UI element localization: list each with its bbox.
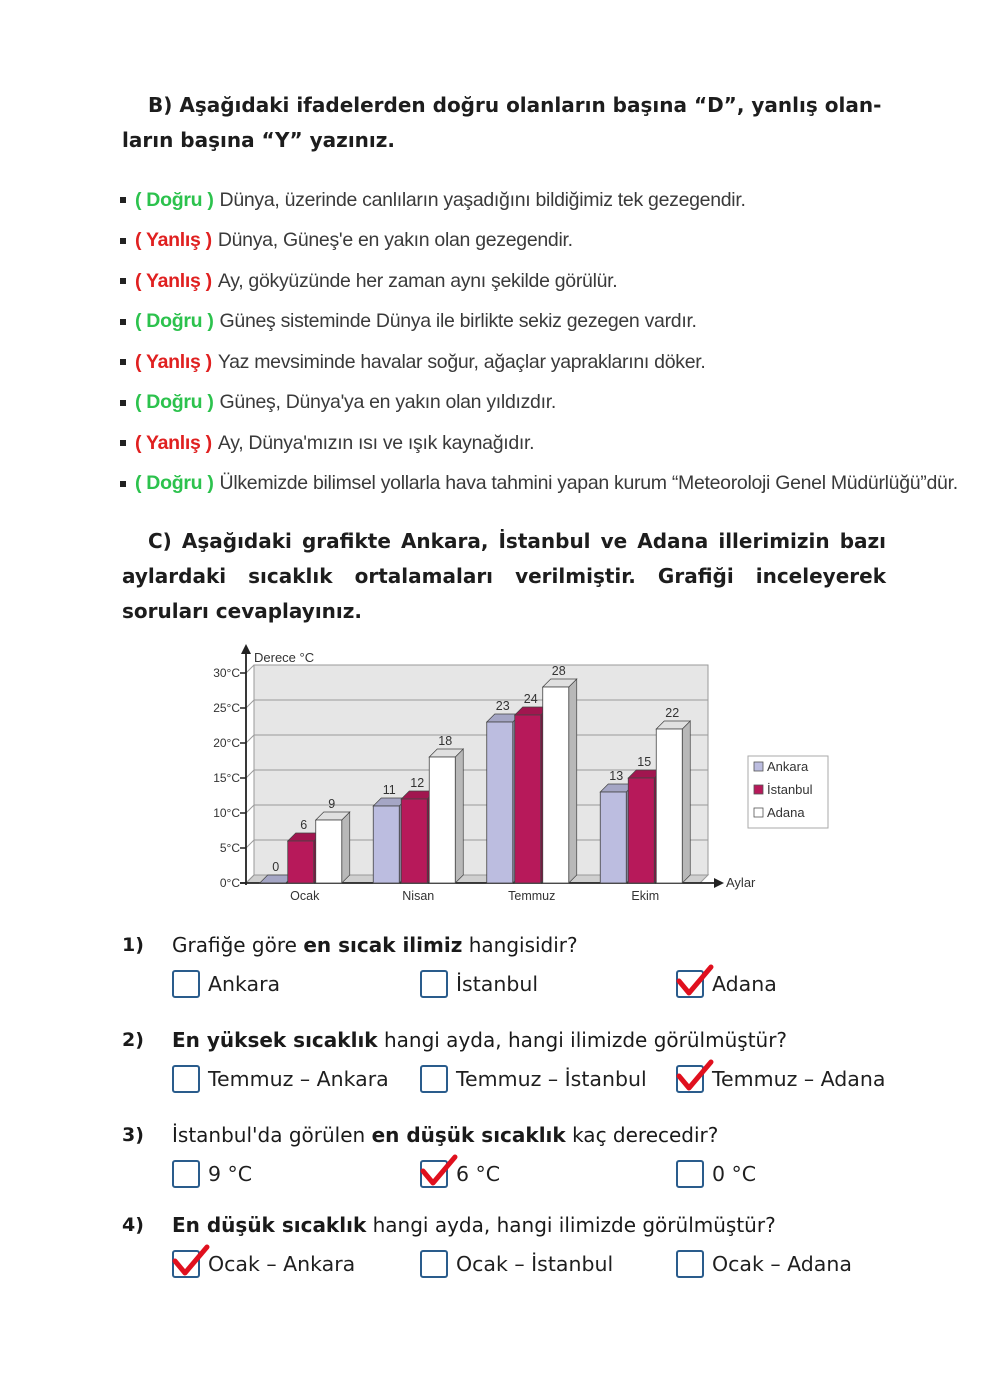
- answer-option[interactable]: [420, 1250, 613, 1278]
- bullet-icon: [120, 400, 126, 406]
- answer-option[interactable]: [420, 1065, 647, 1093]
- legend-swatch: [754, 785, 763, 794]
- bar-2-1: [515, 715, 541, 883]
- answer-tag: ( Doğru ): [135, 472, 214, 495]
- y-tick-label: 0°C: [219, 876, 240, 890]
- bar-0-1: [288, 841, 314, 883]
- question-number: 1): [122, 934, 144, 956]
- statement-text: Dünya, üzerinde canlıların yaşadığını bildiğimiz tek gezegendir.: [219, 188, 746, 211]
- gridline-side: [246, 700, 254, 708]
- answer-tag: ( Yanlış ): [135, 269, 212, 292]
- x-tick-label: Ekim: [631, 889, 660, 903]
- x-tick-label: Temmuz: [508, 889, 556, 903]
- temperature-bar-chart: [200, 640, 840, 910]
- question-text-bold: En yüksek sıcaklık: [172, 1028, 378, 1052]
- option-label: Temmuz – İstanbul: [456, 1067, 647, 1091]
- checkbox[interactable]: [420, 1250, 448, 1278]
- bar-1-1: [401, 799, 427, 883]
- option-label: Temmuz – Ankara: [208, 1067, 389, 1091]
- answer-option[interactable]: [172, 1250, 355, 1278]
- data-label: 18: [438, 734, 453, 748]
- question-text: [172, 1213, 776, 1237]
- statement-text: Ay, gökyüzünde her zaman aynı şekilde görülür.: [217, 269, 618, 292]
- answer-option[interactable]: [172, 970, 280, 998]
- bar-0-0: [260, 883, 286, 884]
- bullet-icon: [120, 440, 126, 446]
- question-1: [122, 928, 777, 1008]
- bar-side: [569, 679, 577, 883]
- bar-side: [342, 812, 350, 883]
- statement-item: [120, 383, 958, 424]
- bar-0-2: [316, 820, 342, 883]
- checkbox[interactable]: [172, 1065, 200, 1093]
- answer-option[interactable]: [172, 1065, 389, 1093]
- question-text-post: kaç derecedir?: [565, 1123, 719, 1147]
- answer-options: [122, 1152, 757, 1198]
- bar-3-1: [628, 778, 654, 883]
- bullet-icon: [120, 359, 126, 365]
- statement-text: Güneş, Dünya'ya en yakın olan yıldızdır.: [219, 391, 556, 414]
- y-tick-label: 5°C: [219, 841, 240, 855]
- section-b-heading-line1: B) Aşağıdaki ifadelerden doğru olanların başına “D”, yanlış olan-: [148, 93, 882, 117]
- answer-option[interactable]: [420, 1160, 500, 1188]
- legend-label: Adana: [767, 805, 805, 820]
- checkbox[interactable]: [172, 1160, 200, 1188]
- bar-2-2: [543, 687, 569, 883]
- statement-item: [120, 261, 958, 302]
- checkbox[interactable]: [420, 1160, 448, 1188]
- option-label: Ocak – Adana: [712, 1252, 852, 1276]
- answer-option[interactable]: [676, 970, 777, 998]
- question-text-pre: Grafiğe göre: [172, 933, 304, 957]
- answer-option[interactable]: [676, 1160, 756, 1188]
- check-mark-icon: [419, 1151, 459, 1191]
- statement-text: Ay, Dünya'mızın ısı ve ışık kaynağıdır.: [217, 431, 535, 454]
- y-tick-label: 25°C: [213, 701, 240, 715]
- statement-list: [120, 180, 958, 504]
- statement-text: Dünya, Güneş'e en yakın olan gezegendir.: [217, 229, 573, 252]
- option-label: Temmuz – Adana: [712, 1067, 886, 1091]
- check-mark-icon: [171, 1241, 211, 1281]
- answer-tag: ( Doğru ): [135, 391, 214, 414]
- y-axis-arrow-icon: [241, 644, 251, 654]
- data-label: 0: [272, 860, 280, 874]
- answer-tag: ( Yanlış ): [135, 431, 212, 454]
- legend-label: Ankara: [767, 759, 809, 774]
- answer-options: [122, 1242, 852, 1288]
- answer-option[interactable]: [420, 970, 538, 998]
- question-text: [172, 1028, 787, 1052]
- question-3: [122, 1118, 757, 1198]
- data-label: 13: [609, 769, 624, 783]
- answer-option[interactable]: [676, 1250, 852, 1278]
- question-text-pre: İstanbul'da görülen: [172, 1123, 372, 1147]
- data-label: 22: [665, 706, 680, 720]
- statement-item: [120, 342, 958, 383]
- gridline-side: [246, 840, 254, 848]
- y-tick-label: 10°C: [213, 806, 240, 820]
- data-label: 15: [637, 755, 652, 769]
- answer-option[interactable]: [676, 1065, 885, 1093]
- answer-option[interactable]: [172, 1160, 252, 1188]
- bar-3-2: [656, 729, 682, 883]
- question-text-bold: en düşük sıcaklık: [371, 1123, 566, 1147]
- bullet-icon: [120, 197, 126, 203]
- checkbox[interactable]: [172, 970, 200, 998]
- check-mark-icon: [675, 961, 715, 1001]
- answer-tag: ( Yanlış ): [135, 229, 212, 252]
- answer-tag: ( Yanlış ): [135, 350, 212, 373]
- legend-label: İstanbul: [767, 782, 813, 797]
- y-axis-label: Derece °C: [254, 650, 315, 665]
- x-tick-label: Ocak: [290, 889, 320, 903]
- option-label: Ocak – İstanbul: [456, 1252, 614, 1276]
- question-line: [122, 928, 578, 962]
- statement-item: [120, 302, 958, 343]
- question-text: [172, 1123, 718, 1147]
- gridline-side: [246, 665, 254, 673]
- question-line: [122, 1208, 776, 1242]
- answer-tag: ( Doğru ): [135, 188, 214, 211]
- answer-options: [122, 962, 777, 1008]
- statement-text: Yaz mevsiminde havalar soğur, ağaçlar yapraklarını döker.: [217, 350, 706, 373]
- checkbox[interactable]: [676, 1065, 704, 1093]
- gridline-side: [246, 805, 254, 813]
- checkbox[interactable]: [420, 970, 448, 998]
- data-label: 28: [551, 664, 566, 678]
- bar-1-2: [429, 757, 455, 883]
- y-tick-label: 15°C: [213, 771, 240, 785]
- statement-text: Ülkemizde bilimsel yollarla hava tahmini yapan kurum “Meteoroloji Genel Müdürlüğü”dür.: [219, 472, 958, 495]
- data-label: 6: [300, 818, 308, 832]
- section-b-heading-line2: ların başına “Y” yazınız.: [122, 128, 396, 152]
- bar-side: [455, 749, 463, 883]
- y-tick-label: 30°C: [213, 666, 240, 680]
- question-2: [122, 1023, 886, 1103]
- question-line: [122, 1023, 787, 1057]
- option-label: 6 °C: [456, 1162, 501, 1186]
- question-line: [122, 1118, 718, 1152]
- checkbox[interactable]: [172, 1250, 200, 1278]
- bullet-icon: [120, 319, 126, 325]
- data-label: 23: [495, 699, 510, 713]
- data-label: 12: [410, 776, 425, 790]
- bar-3-0: [600, 792, 626, 883]
- section-c-heading: C) Aşağıdaki grafikte Ankara, İstanbul ve Adana illerimizin bazı aylardaki sıcaklık ortalamaları verilmiştir. Grafiği inceleyerek soruları cevaplayınız.: [122, 529, 886, 623]
- option-label: 9 °C: [208, 1162, 253, 1186]
- question-text: [172, 933, 578, 957]
- option-label: Adana: [712, 972, 777, 996]
- question-text-post: hangi ayda, hangi ilimizde görülmüştür?: [377, 1028, 788, 1052]
- x-axis-label: Aylar: [726, 875, 756, 890]
- question-4: [122, 1208, 852, 1288]
- question-text-post: hangi ayda, hangi ilimizde görülmüştür?: [366, 1213, 776, 1237]
- bullet-icon: [120, 238, 126, 244]
- x-tick-label: Nisan: [402, 889, 435, 903]
- gridline-side: [246, 735, 254, 743]
- statement-item: [120, 423, 958, 464]
- question-text-bold: en sıcak ilimiz: [303, 933, 463, 957]
- legend-swatch: [754, 762, 763, 771]
- bullet-icon: [120, 278, 126, 284]
- bar-side: [682, 721, 690, 883]
- question-number: 2): [122, 1029, 144, 1051]
- statement-item: [120, 221, 958, 262]
- question-text-post: hangisidir?: [462, 933, 578, 957]
- bullet-icon: [120, 481, 126, 487]
- question-text-bold: En düşük sıcaklık: [172, 1213, 367, 1237]
- checkbox[interactable]: [676, 1250, 704, 1278]
- gridline-side: [246, 770, 254, 778]
- option-label: Ankara: [208, 972, 281, 996]
- statement-item: [120, 464, 958, 505]
- question-number: 4): [122, 1214, 144, 1236]
- question-number: 3): [122, 1124, 144, 1146]
- checkbox[interactable]: [420, 1065, 448, 1093]
- option-label: Ocak – Ankara: [208, 1252, 356, 1276]
- option-label: 0 °C: [712, 1162, 757, 1186]
- checkbox[interactable]: [676, 1160, 704, 1188]
- legend-swatch: [754, 808, 763, 817]
- data-label: 9: [328, 797, 336, 811]
- answer-tag: ( Doğru ): [135, 310, 214, 333]
- bar-2-0: [487, 722, 513, 883]
- x-axis-arrow-icon: [714, 878, 724, 888]
- statement-item: [120, 180, 958, 221]
- bar-1-0: [373, 806, 399, 883]
- data-label: 11: [382, 783, 396, 797]
- y-tick-label: 20°C: [213, 736, 240, 750]
- checkbox[interactable]: [676, 970, 704, 998]
- statement-text: Güneş sisteminde Dünya ile birlikte sekiz gezegen vardır.: [219, 310, 697, 333]
- option-label: İstanbul: [456, 972, 539, 996]
- answer-options: [122, 1057, 886, 1103]
- data-label: 24: [523, 692, 538, 706]
- check-mark-icon: [675, 1056, 715, 1096]
- section-b-heading: [122, 88, 886, 158]
